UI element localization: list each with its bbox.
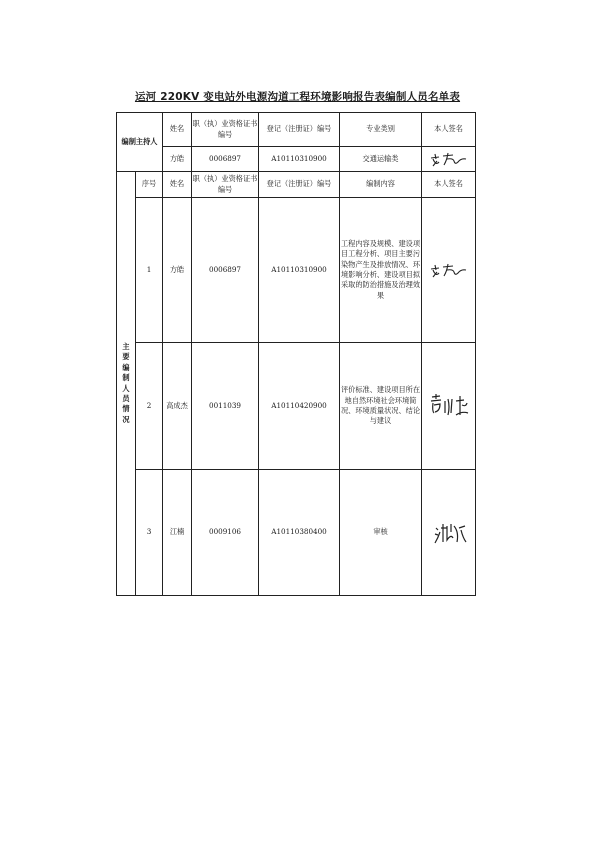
handwritten-signature (429, 518, 469, 548)
host-cert-number: 0006897 (192, 147, 259, 172)
staff-no: 3 (136, 470, 163, 596)
host-header-row (117, 113, 476, 147)
handwritten-signature (427, 261, 471, 279)
host-label: 编制主持人 (117, 113, 163, 172)
staff-row (117, 470, 476, 596)
host-reg-number: A10110310900 (259, 147, 340, 172)
staff-name: 高成杰 (163, 343, 192, 470)
host-signature (422, 147, 476, 172)
header-cell: 姓名 (163, 113, 192, 147)
header-cell: 登记（注册证）编号 (259, 172, 340, 198)
header-cell: 登记（注册证）编号 (259, 113, 340, 147)
host-row (117, 147, 476, 172)
host-name: 方皓 (163, 147, 192, 172)
header-cell: 序号 (136, 172, 163, 198)
staff-row (117, 198, 476, 343)
staff-signature (422, 198, 476, 343)
staff-no: 2 (136, 343, 163, 470)
staff-content: 评价标准、建设项目所在地自然环境社会环境简况、环境质量状况、结论与建议 (340, 343, 422, 470)
page-title: 运河 220KV 变电站外电源沟道工程环境影响报告表编制人员名单表 (134, 91, 461, 103)
staff-row (117, 343, 476, 470)
staff-reg-number: A10110310900 (259, 198, 340, 343)
staff-label: 主要编制人员情况 (117, 172, 136, 596)
header-cell: 专业类别 (340, 113, 422, 147)
staff-no: 1 (136, 198, 163, 343)
host-category: 交通运输类 (340, 147, 422, 172)
header-cell: 本人签名 (422, 172, 476, 198)
staff-signature (422, 343, 476, 470)
header-cell: 职（执）业资格证书编号 (192, 113, 259, 147)
staff-reg-number: A10110380400 (259, 470, 340, 596)
staff-cert-number: 0011039 (192, 343, 259, 470)
staff-reg-number: A10110420900 (259, 343, 340, 470)
staff-cert-number: 0006897 (192, 198, 259, 343)
staff-content: 工程内容及规模、建设项目工程分析、项目主要污染物产生及排放情况、环境影响分析、建设项目拟采取的防治措施及治理效果 (340, 198, 422, 343)
staff-content: 审核 (340, 470, 422, 596)
header-cell: 职（执）业资格证书编号 (192, 172, 259, 198)
handwritten-signature (426, 391, 472, 421)
staff-header-row (117, 172, 476, 198)
staff-name: 方皓 (163, 198, 192, 343)
header-cell: 本人签名 (422, 113, 476, 147)
staff-name: 江楠 (163, 470, 192, 596)
handwritten-signature (427, 150, 471, 168)
staff-cert-number: 0009106 (192, 470, 259, 596)
header-cell: 编制内容 (340, 172, 422, 198)
header-cell: 姓名 (163, 172, 192, 198)
staff-roster-table (116, 112, 476, 596)
staff-signature (422, 470, 476, 596)
